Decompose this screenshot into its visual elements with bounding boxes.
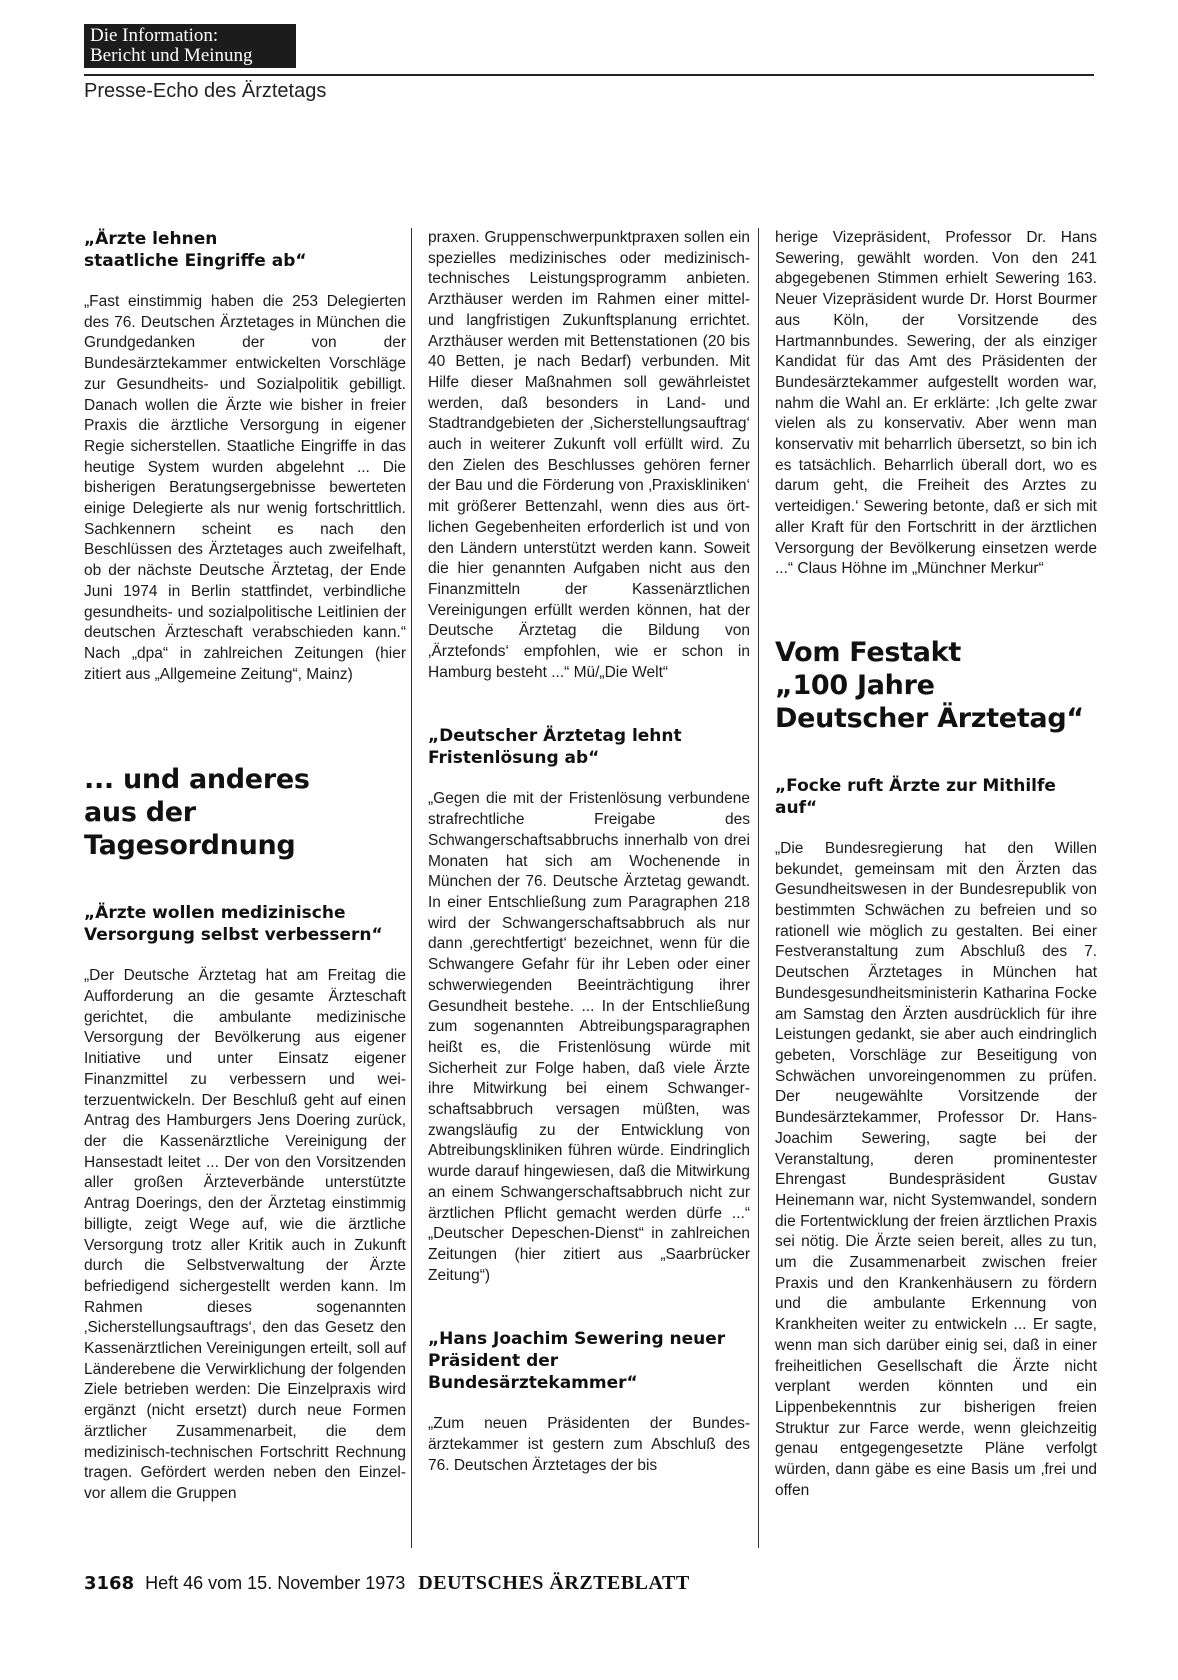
section-label: Presse-Echo des Ärztetags (84, 80, 327, 102)
page-number: 3168 (84, 1573, 135, 1594)
article-body-continued: herige Vizepräsident, Professor Dr. Hans Sewering, gewählt worden. Von den 241 abgegebenen Stimmen erhielt Sewering 163. Neuer Vizepräsident wurde Dr. Horst Bourmer aus Köln, der Vorsitzende des Hartmannbundes. Sewering, der als einziger Kandidat für das Amt des Präsidenten der Bundesärztekammer aufgestellt worden war, nahm die Wahl an. Er erklärte: ‚Ich gelte zwar vielen als zu konservativ. Aber wenn man konservativ mit beharrlich übersetzt, so bin ich es tatsächlich. Beharrlich überall dort, wo es darum geht, die Freiheit des Arztes zu verteidigen.‘ Sewering betonte, daß er sich mit aller Kraft für den Fortschritt in der ärztlichen Versorgung der Bevölkerung einsetzen werde ...“ Claus Höhne im „Münchner Merkur“ (775, 229, 1097, 578)
article-heading: „Focke ruft Ärzte zur Mithilfe auf“ (775, 775, 1056, 818)
section-header-box (84, 24, 296, 68)
header-box-line2: Bericht und Meinung (90, 45, 253, 66)
masthead: DEUTSCHES ÄRZTEBLATT (418, 1572, 690, 1594)
article-heading: „Ärzte wollen medizinische Versorgung selbst verbessern“ (84, 903, 383, 946)
column-1 (84, 228, 406, 1505)
section-heading: ... und anderes aus der Tagesordnung (84, 764, 310, 862)
header-box-line1: Die Information: (90, 25, 219, 46)
article-body: „Der Deutsche Ärztetag hat am Freitag die Aufforderung an die gesamte Ärzteschaft gerichtet, die ambulante medizinische Versorgung der Bevölkerung aus eigener Initiative und unter Einsatz eigener Finanzmittel zu verbessern und weiterzuentwickeln. Der Beschluß geht auf einen Antrag des Hamburgers Jens Doering zurück, der die Kassenärztliche Vereinigung der Hansestadt leitet ... Der von den Vorsitzenden aller großen Ärzteverbände unterstützte Antrag Doerings, den der Ärztetag einstimmig billigte, zeigt Wege auf, wie die ärztliche Versorgung trotz aller Kritik auch in Zukunft durch die Selbstverwaltung der Ärzte befriedigend sichergestellt werden kann. Im Rahmen dieses sogenannten ‚Sicherstellungsauftrags‘, den das Gesetz den Kassenärztlichen Vereinigungen erteilt, soll auf Länderebene die Verwirklichung der folgenden Ziele betrieben werden: Die Einzelpraxis wird ergänzt (nicht ersetzt) durch neue Formen ärztlicher Zusammenarbeit, die dem medizinisch-technischen Fortschritt Rechnung tragen. Gefördert werden neben den Einzel- vor allem die Gruppen (84, 967, 406, 1502)
column-3 (775, 228, 1097, 1501)
column-divider-1 (411, 228, 412, 1548)
header-rule (84, 74, 1094, 76)
page-footer (84, 1572, 690, 1595)
article-body-continued: praxen. Gruppenschwerpunktpraxen sollen ein spezielles medizinisches oder medizinisch-technisches Leistungsprogramm anbieten. Arzthäuser werden im Rahmen einer mittel- und langfristigen Zukunftsplanung errichtet. Arzthäuser werden mit Bettenstationen (20 bis 40 Betten, je nach Bedarf) verbunden. Mit Hilfe dieser Maßnahmen soll gewährleistet werden, daß besonders in Land- und Stadtrandgebieten der ‚Sicherstellungsauftrag‘ auch in weiterer Zukunft voll erfüllt wird. Zu den Zielen des Beschlusses gehören ferner der Bau und die Förderung von ‚Praxiskliniken‘ mit größerer Bettenzahl, wenn dies aus örtlichen Gegebenheiten erforderlich ist und von den Ländern unterstützt werden kann. Soweit die hier genannten Aufgaben nicht aus den Finanzmitteln der Kassenärztlichen Vereinigungen erfüllt werden können, hat der Deutsche Ärztetag die Bildung von ‚Ärztefonds‘ empfohlen, wie er schon in Hamburg besteht ...“ Mü/„Die Welt“ (428, 229, 750, 681)
column-2 (428, 228, 750, 1476)
column-divider-2 (758, 228, 759, 1548)
article-body: „Gegen die mit der Fristenlösung verbundene strafrechtliche Freigabe des Schwangerschaftsabbruchs innerhalb von drei Monaten hat sich am Wochenende in München der 76. Deutsche Ärztetag gewandt. In einer Entschließung zum Paragraphen 218 wird der Schwangerschaftsabbruch als nur dann ‚gerechtfertigt‘ bezeichnet, wenn für die Schwangere Gefahr für ihr Leben oder einer schwerwiegenden Beeinträchtigung ihrer Gesundheit bestehe. ... In der Entschließung zum sogenannten Abtreibungsparagraphen heißt es, die Fristenlösung würde mit Sicherheit zur Folge haben, daß viele Ärzte ihre Mitwirkung bei einem Schwangerschaftsabbruch versagen müßten, was zwangsläufig zu der Entwicklung von Abtreibungskliniken führen würde. Eindringlich wurde darauf hingewiesen, daß die Mitwirkung an einem Schwangerschaftsabbruch nicht zur ärztlichen Pflicht gemacht werden dürfe ...“ „Deutscher Depeschen-Dienst“ in zahlreichen Zeitungen (hier zitiert aus „Saarbrücker Zeitung“) (428, 790, 750, 1284)
article-body: „Fast einstimmig haben die 253 Delegierten des 76. Deutschen Ärztetages in München die Grundgedanken der von der Bundesärztekammer entwickelten Vorschläge zur Gesundheits- und Sozialpolitik gebilligt. Danach wollen die Ärzte wie bisher in freier Praxis die ärztliche Versorgung in eigener Regie sicherstellen. Staatliche Eingriffe in das heutige System wurden abgelehnt ... Die bisherigen Beratungsergebnisse bewerteten einige Delegierte als nur wenig fortschrittlich. Sachkennern scheint es nach den Beschlüssen des Ärztetages auch zweifelhaft, ob der nächste Deutsche Ärztetag, der Ende Juni 1974 in Berlin stattfindet, verbindliche gesundheits- und sozialpolitische Leitlinien der deutschen Ärzteschaft verabschieden kann.“ Nach „dpa“ in zahlreichen Zeitungen (hier zitiert aus „Allgemeine Zeitung“, Mainz) (84, 293, 406, 683)
article-body: „Zum neuen Präsidenten der Bundesärztekammer ist gestern zum Abschluß des 76. Deutschen Ärztetages der bis (428, 1415, 750, 1474)
article-body: „Die Bundesregierung hat den Willen bekundet, gemeinsam mit den Ärzten das Gesundheitswesen in der Bundesrepublik von bestimmten Schwächen zu befreien und so rationell wie möglich zu gestalten. Bei einer Festveranstaltung zum Abschluß des 7. Deutschen Ärztetages in München hat Bundesgesundheitsministerin Katharina Focke am Samstag den Ärzten ausdrücklich für ihre Leistungen gedankt, sie aber auch eindringlich gebeten, Vorschläge zur Beseitigung von Schwächen unvoreingenommen zu prüfen. Der neugewählte Vorsitzende der Bundesärztekammer, Professor Dr. Hans-Joachim Sewering, sagte bei der Veranstaltung, deren prominentester Ehrengast Bundespräsident Gustav Heinemann war, nicht Systemwandel, sondern die Fortentwicklung der freien ärztlichen Praxis sei nötig. Die Ärzte seien bereit, alles zu tun, um die Zusammenarbeit zwischen freier Praxis und den Krankenhäusern zu fördern und die ambulante Erkennung von Krankheiten weiter zu entwickeln ... Er sagte, wenn man sich darüber einig sei, daß in einer freiheitlichen Gesellschaft die Ärzte nicht verplant werden könnten und ein Lippenbekenntnis zur bisherigen freien Struktur zur Farce werde, wenn gleichzeitig genau entgegengesetzte Pläne verfolgt würden, dann gäbe es eine Basis um ‚frei und offen (775, 839, 1097, 1499)
article-heading: „Hans Joachim Sewering neuer Präsident der Bundesärztekammer“ (428, 1329, 726, 1394)
section-heading: Vom Festakt „100 Jahre Deutscher Ärztetag“ (775, 636, 1084, 734)
article-heading: „Deutscher Ärztetag lehnt Fristenlösung ab“ (428, 726, 682, 769)
issue-info: Heft 46 vom 15. November 1973 (145, 1573, 406, 1593)
article-heading: „Ärzte lehnen staatliche Eingriffe ab“ (84, 229, 307, 271)
